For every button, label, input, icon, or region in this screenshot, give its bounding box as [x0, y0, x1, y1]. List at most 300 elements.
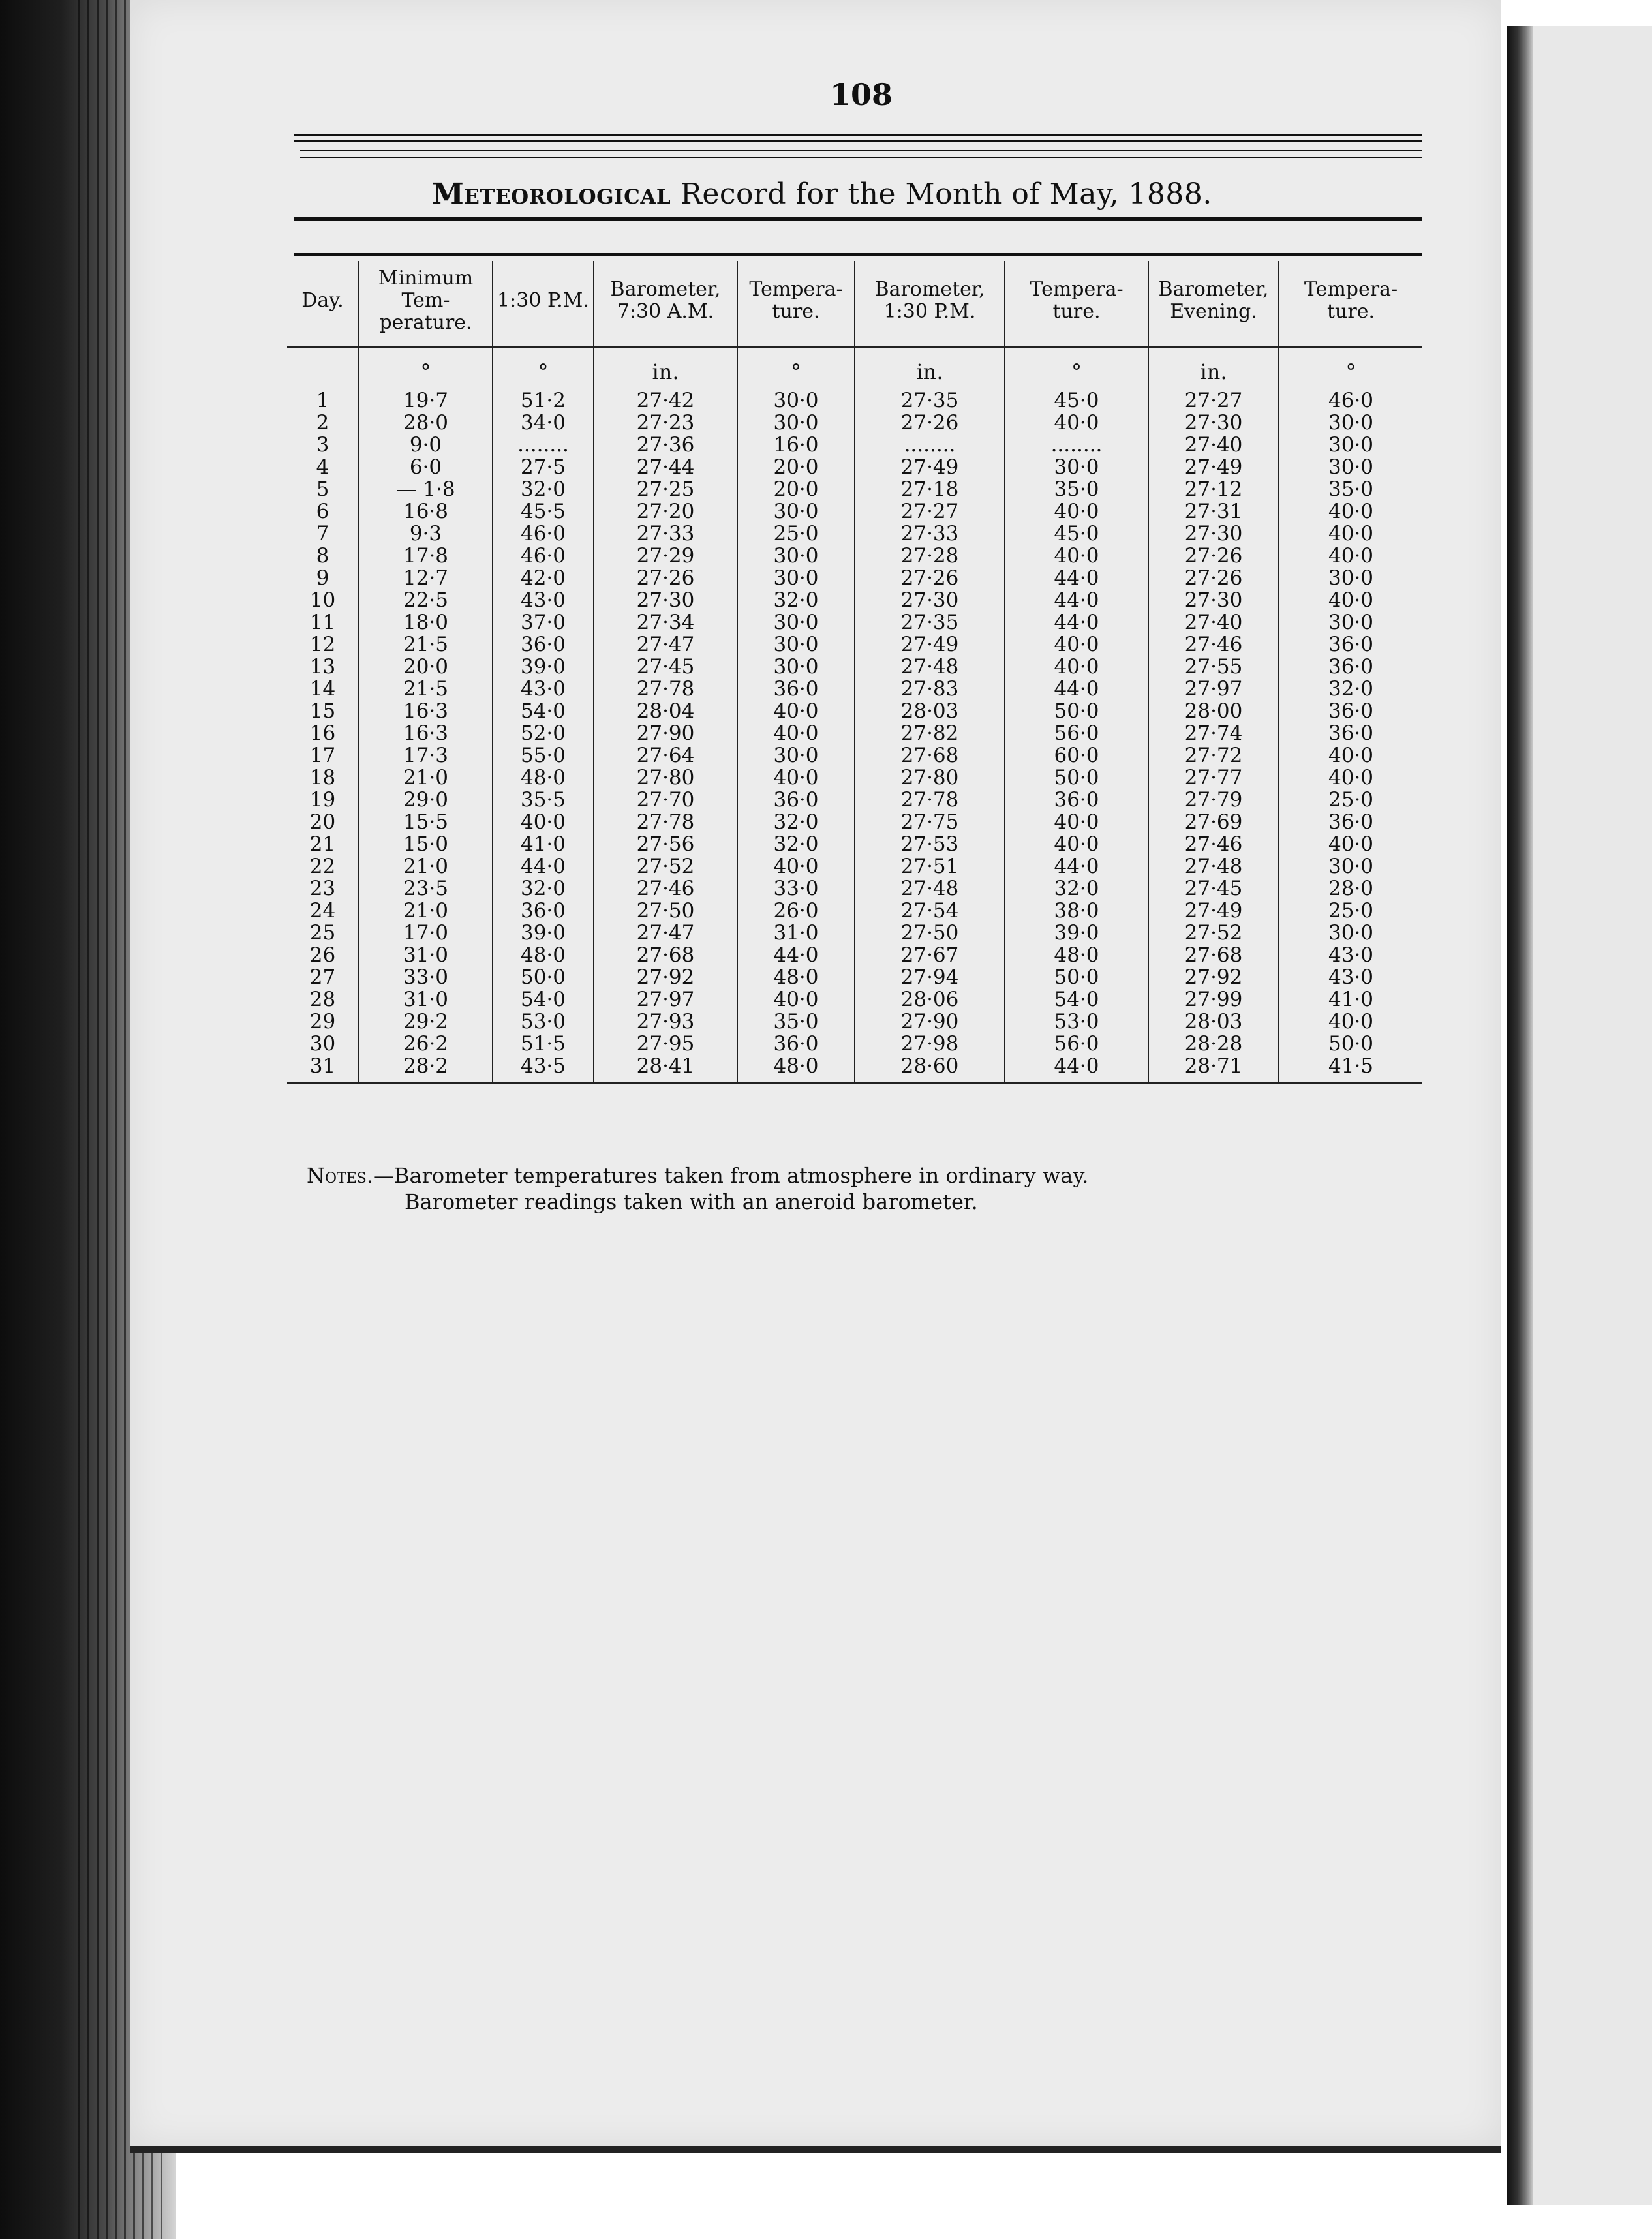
baro-evening-cell: 27·30 — [1148, 589, 1279, 611]
baro-730am-cell: 27·92 — [594, 966, 737, 988]
temp-130pm-b-cell: 40·0 — [1005, 656, 1148, 678]
baro-evening-cell: 28·71 — [1148, 1055, 1279, 1083]
temp-130pm-cell: 53·0 — [493, 1011, 594, 1033]
temp-130pm-cell: 46·0 — [493, 523, 594, 545]
baro-evening-cell: 27·45 — [1148, 877, 1279, 900]
temp-130pm-cell: 48·0 — [493, 767, 594, 789]
baro-130pm-cell: 27·90 — [855, 1011, 1005, 1033]
min-temp-cell: 29·0 — [359, 789, 493, 811]
temp-130pm-cell: 48·0 — [493, 944, 594, 966]
baro-evening-cell: 28·00 — [1148, 700, 1279, 722]
temp-730am-cell: 30·0 — [737, 611, 855, 633]
table-row — [287, 1011, 1422, 1033]
temp-evening-cell: 32·0 — [1328, 677, 1374, 701]
temp-130pm-cell: 40·0 — [493, 811, 594, 833]
top-rule-4 — [300, 157, 1422, 158]
day-cell: 21 — [287, 833, 359, 855]
baro-evening-cell: 27·97 — [1148, 678, 1279, 700]
title-lead: Meteorological — [432, 177, 671, 211]
baro-130pm-cell: 27·49 — [855, 633, 1005, 656]
temp-130pm-b-cell: 40·0 — [1005, 500, 1148, 523]
baro-evening-cell: 27·52 — [1148, 922, 1279, 944]
min-temp-cell: — 1·8 — [359, 478, 493, 500]
baro-730am-cell: 27·33 — [594, 523, 737, 545]
temp-730am-cell: 40·0 — [737, 700, 855, 722]
baro-730am-cell: 27·47 — [594, 633, 737, 656]
baro-evening-cell: 28·28 — [1148, 1033, 1279, 1055]
temp-730am-cell: 31·0 — [737, 922, 855, 944]
baro-730am-cell: 27·78 — [594, 678, 737, 700]
table-row — [287, 1055, 1422, 1083]
unit-cell: ° — [1005, 347, 1148, 390]
baro-730am-cell: 27·45 — [594, 656, 737, 678]
temp-evening-cell: 30·0 — [1328, 566, 1374, 590]
baro-130pm-cell: 27·51 — [855, 855, 1005, 877]
min-temp-cell: 15·0 — [359, 833, 493, 855]
baro-evening-cell: 28·03 — [1148, 1011, 1279, 1033]
table-row — [287, 678, 1422, 700]
temp-evening-cell: 40·0 — [1328, 522, 1374, 545]
min-temp-cell: 18·0 — [359, 611, 493, 633]
temp-evening-cell: 40·0 — [1328, 744, 1374, 767]
temp-130pm-cell: 52·0 — [493, 722, 594, 744]
page-title — [300, 177, 1344, 211]
temp-130pm-cell: 37·0 — [493, 611, 594, 633]
baro-730am-cell: 27·29 — [594, 545, 737, 567]
day-cell: 25 — [287, 922, 359, 944]
unit-cell: in. — [1148, 347, 1279, 390]
baro-evening-cell: 27·30 — [1148, 412, 1279, 434]
temp-130pm-b-cell: 30·0 — [1005, 456, 1148, 478]
min-temp-cell: 16·3 — [359, 722, 493, 744]
temp-evening-cell: 36·0 — [1328, 722, 1374, 745]
temp-130pm-cell: 43·5 — [493, 1055, 594, 1083]
temp-evening-cell: 40·0 — [1328, 766, 1374, 789]
temp-130pm-cell: 51·2 — [493, 389, 594, 412]
temp-730am-cell: 30·0 — [737, 389, 855, 412]
table-row — [287, 811, 1422, 833]
baro-130pm-cell: 27·28 — [855, 545, 1005, 567]
temp-evening-cell: 36·0 — [1328, 655, 1374, 678]
header-temperature-130pm: Tempera- ture. — [1005, 261, 1148, 347]
notes-line-2: Barometer readings taken with an aneroid barometer. — [405, 1189, 978, 1214]
table-row — [287, 478, 1422, 500]
min-temp-cell: 20·0 — [359, 656, 493, 678]
temp-130pm-b-cell: 38·0 — [1005, 900, 1148, 922]
baro-730am-cell: 27·50 — [594, 900, 737, 922]
baro-130pm-cell: 27·49 — [855, 456, 1005, 478]
temp-130pm-b-cell: 50·0 — [1005, 767, 1148, 789]
baro-730am-cell: 27·64 — [594, 744, 737, 767]
baro-730am-cell: 27·70 — [594, 789, 737, 811]
temp-730am-cell: 32·0 — [737, 811, 855, 833]
temp-130pm-cell: 55·0 — [493, 744, 594, 767]
table-row — [287, 389, 1422, 412]
baro-evening-cell: 27·68 — [1148, 944, 1279, 966]
temp-130pm-cell: 43·0 — [493, 678, 594, 700]
baro-130pm-cell: 27·27 — [855, 500, 1005, 523]
baro-evening-cell: 27·12 — [1148, 478, 1279, 500]
baro-730am-cell: 27·52 — [594, 855, 737, 877]
day-cell: 24 — [287, 900, 359, 922]
temp-evening-cell: 30·0 — [1328, 921, 1374, 945]
top-rule-1 — [294, 134, 1422, 136]
day-cell: 23 — [287, 877, 359, 900]
day-cell: 8 — [287, 545, 359, 567]
temp-730am-cell: 32·0 — [737, 833, 855, 855]
table-row — [287, 456, 1422, 478]
top-rule-3 — [300, 150, 1422, 151]
baro-130pm-cell: 27·67 — [855, 944, 1005, 966]
day-cell: 11 — [287, 611, 359, 633]
temp-130pm-b-cell: 54·0 — [1005, 988, 1148, 1011]
table-row — [287, 988, 1422, 1011]
notes-text-1: —Barometer temperatures taken from atmosphere in ordinary way. — [373, 1163, 1089, 1188]
header-130pm: 1:30 P.M. — [493, 261, 594, 347]
day-cell: 26 — [287, 944, 359, 966]
day-cell: 20 — [287, 811, 359, 833]
day-cell: 13 — [287, 656, 359, 678]
table-row — [287, 944, 1422, 966]
temp-130pm-b-cell: ........ — [1005, 434, 1148, 456]
temp-730am-cell: 32·0 — [737, 589, 855, 611]
facing-page — [1533, 26, 1652, 2205]
units-row — [287, 347, 1422, 390]
table-row — [287, 500, 1422, 523]
min-temp-cell: 29·2 — [359, 1011, 493, 1033]
temp-130pm-cell: 44·0 — [493, 855, 594, 877]
baro-130pm-cell: 27·80 — [855, 767, 1005, 789]
day-cell: 1 — [287, 389, 359, 412]
temp-130pm-b-cell: 44·0 — [1005, 589, 1148, 611]
table-row — [287, 523, 1422, 545]
temp-evening-cell: 36·0 — [1328, 810, 1374, 834]
min-temp-cell: 21·0 — [359, 900, 493, 922]
temp-evening-cell: 25·0 — [1328, 899, 1374, 922]
unit-cell: ° — [737, 347, 855, 390]
header-row — [287, 261, 1422, 347]
baro-130pm-cell: 27·26 — [855, 412, 1005, 434]
table-row — [287, 611, 1422, 633]
min-temp-cell: 23·5 — [359, 877, 493, 900]
baro-130pm-cell: 27·33 — [855, 523, 1005, 545]
temp-evening-cell: 36·0 — [1328, 699, 1374, 723]
baro-730am-cell: 27·23 — [594, 412, 737, 434]
baro-730am-cell: 27·56 — [594, 833, 737, 855]
baro-evening-cell: 27·49 — [1148, 900, 1279, 922]
baro-evening-cell: 27·46 — [1148, 833, 1279, 855]
baro-130pm-cell: 28·60 — [855, 1055, 1005, 1083]
baro-evening-cell: 27·77 — [1148, 767, 1279, 789]
baro-730am-cell: 27·80 — [594, 767, 737, 789]
day-cell: 9 — [287, 567, 359, 589]
temp-730am-cell: 33·0 — [737, 877, 855, 900]
day-cell: 5 — [287, 478, 359, 500]
page-number: 108 — [829, 77, 893, 112]
baro-evening-cell: 27·30 — [1148, 523, 1279, 545]
temp-130pm-b-cell: 44·0 — [1005, 567, 1148, 589]
baro-evening-cell: 27·55 — [1148, 656, 1279, 678]
min-temp-cell: 31·0 — [359, 944, 493, 966]
temp-evening-cell: 40·0 — [1328, 832, 1374, 856]
temp-130pm-b-cell: 60·0 — [1005, 744, 1148, 767]
temp-130pm-cell: 54·0 — [493, 988, 594, 1011]
min-temp-cell: 17·8 — [359, 545, 493, 567]
min-temp-cell: 17·0 — [359, 922, 493, 944]
min-temp-cell: 21·0 — [359, 767, 493, 789]
temp-730am-cell: 25·0 — [737, 523, 855, 545]
temp-730am-cell: 36·0 — [737, 1033, 855, 1055]
temp-130pm-cell: 39·0 — [493, 922, 594, 944]
temp-130pm-b-cell: 44·0 — [1005, 611, 1148, 633]
table-row — [287, 767, 1422, 789]
baro-130pm-cell: 28·06 — [855, 988, 1005, 1011]
temp-evening-cell: 41·5 — [1279, 1055, 1422, 1083]
temp-130pm-b-cell: 45·0 — [1005, 523, 1148, 545]
temp-130pm-cell: 51·5 — [493, 1033, 594, 1055]
temp-130pm-b-cell: 40·0 — [1005, 811, 1148, 833]
baro-evening-cell: 27·40 — [1148, 611, 1279, 633]
temp-evening-cell: 28·0 — [1328, 877, 1374, 900]
baro-130pm-cell: 27·94 — [855, 966, 1005, 988]
min-temp-cell: 22·5 — [359, 589, 493, 611]
baro-730am-cell: 27·90 — [594, 722, 737, 744]
min-temp-cell: 21·0 — [359, 855, 493, 877]
top-rule-2 — [294, 140, 1422, 142]
temp-130pm-b-cell: 56·0 — [1005, 1033, 1148, 1055]
min-temp-cell: 16·8 — [359, 500, 493, 523]
temp-130pm-cell: 45·5 — [493, 500, 594, 523]
baro-evening-cell: 27·72 — [1148, 744, 1279, 767]
baro-evening-cell: 27·27 — [1148, 389, 1279, 412]
baro-evening-cell: 27·46 — [1148, 633, 1279, 656]
baro-evening-cell: 27·69 — [1148, 811, 1279, 833]
baro-evening-cell: 27·99 — [1148, 988, 1279, 1011]
temp-130pm-cell: 54·0 — [493, 700, 594, 722]
temp-730am-cell: 30·0 — [737, 412, 855, 434]
min-temp-cell: 15·5 — [359, 811, 493, 833]
min-temp-cell: 16·3 — [359, 700, 493, 722]
day-cell: 29 — [287, 1011, 359, 1033]
temp-130pm-cell: 43·0 — [493, 589, 594, 611]
min-temp-cell: 33·0 — [359, 966, 493, 988]
unit-cell: in. — [855, 347, 1005, 390]
min-temp-cell: 9·0 — [359, 434, 493, 456]
day-cell: 18 — [287, 767, 359, 789]
table-body — [287, 347, 1422, 1084]
baro-730am-cell: 27·97 — [594, 988, 737, 1011]
temp-130pm-cell: 34·0 — [493, 412, 594, 434]
temp-evening-cell: 40·0 — [1328, 588, 1374, 612]
baro-730am-cell: 27·30 — [594, 589, 737, 611]
baro-130pm-cell: ........ — [855, 434, 1005, 456]
table-row — [287, 877, 1422, 900]
min-temp-cell: 21·5 — [359, 633, 493, 656]
baro-730am-cell: 27·68 — [594, 944, 737, 966]
min-temp-cell: 19·7 — [359, 389, 493, 412]
temp-evening-cell: 43·0 — [1328, 943, 1374, 967]
temp-130pm-cell: 50·0 — [493, 966, 594, 988]
temp-evening-cell: 30·0 — [1328, 855, 1374, 878]
baro-130pm-cell: 27·35 — [855, 611, 1005, 633]
temp-730am-cell: 40·0 — [737, 767, 855, 789]
temp-730am-cell: 36·0 — [737, 789, 855, 811]
temp-130pm-cell: 42·0 — [493, 567, 594, 589]
baro-730am-cell: 27·78 — [594, 811, 737, 833]
table-row — [287, 700, 1422, 722]
day-cell: 31 — [287, 1055, 359, 1083]
temp-130pm-b-cell: 35·0 — [1005, 478, 1148, 500]
temp-130pm-cell: 39·0 — [493, 656, 594, 678]
temp-130pm-cell: 36·0 — [493, 633, 594, 656]
baro-130pm-cell: 27·48 — [855, 656, 1005, 678]
temp-130pm-cell: 41·0 — [493, 833, 594, 855]
table-row — [287, 833, 1422, 855]
day-cell: 12 — [287, 633, 359, 656]
gutter-shadow — [1507, 26, 1533, 2205]
notes-line-1 — [307, 1163, 1416, 1189]
temp-130pm-cell: ........ — [493, 434, 594, 456]
table-row — [287, 900, 1422, 922]
temp-730am-cell: 30·0 — [737, 656, 855, 678]
day-cell: 14 — [287, 678, 359, 700]
temp-evening-cell: 40·0 — [1328, 544, 1374, 568]
table-row — [287, 855, 1422, 877]
baro-130pm-cell: 27·26 — [855, 567, 1005, 589]
table-row — [287, 545, 1422, 567]
temp-130pm-b-cell: 39·0 — [1005, 922, 1148, 944]
baro-evening-cell: 27·48 — [1148, 855, 1279, 877]
min-temp-cell: 28·0 — [359, 412, 493, 434]
temp-130pm-b-cell: 44·0 — [1005, 678, 1148, 700]
baro-evening-cell: 27·74 — [1148, 722, 1279, 744]
baro-730am-cell: 27·36 — [594, 434, 737, 456]
temp-evening-cell: 46·0 — [1328, 389, 1374, 412]
notes-label: Notes. — [307, 1163, 374, 1188]
day-cell: 4 — [287, 456, 359, 478]
temp-evening-cell: 30·0 — [1328, 455, 1374, 479]
temp-130pm-b-cell: 40·0 — [1005, 633, 1148, 656]
temp-130pm-b-cell: 40·0 — [1005, 833, 1148, 855]
temp-evening-cell: 36·0 — [1328, 633, 1374, 656]
baro-730am-cell: 27·44 — [594, 456, 737, 478]
day-cell: 6 — [287, 500, 359, 523]
table-row — [287, 722, 1422, 744]
temp-730am-cell: 26·0 — [737, 900, 855, 922]
table-row — [287, 922, 1422, 944]
table-row — [287, 633, 1422, 656]
unit-cell — [287, 347, 359, 390]
unit-cell: ° — [1345, 359, 1356, 384]
min-temp-cell: 26·2 — [359, 1033, 493, 1055]
unit-cell: ° — [359, 347, 493, 390]
temp-130pm-cell: 32·0 — [493, 877, 594, 900]
header-top-rule — [294, 253, 1422, 256]
temp-730am-cell: 48·0 — [737, 1055, 855, 1083]
temp-730am-cell: 36·0 — [737, 678, 855, 700]
baro-130pm-cell: 27·82 — [855, 722, 1005, 744]
baro-130pm-cell: 27·30 — [855, 589, 1005, 611]
baro-130pm-cell: 27·78 — [855, 789, 1005, 811]
baro-730am-cell: 27·93 — [594, 1011, 737, 1033]
table-row — [287, 789, 1422, 811]
temp-evening-cell: 30·0 — [1328, 411, 1374, 434]
baro-130pm-cell: 28·03 — [855, 700, 1005, 722]
temp-730am-cell: 48·0 — [737, 966, 855, 988]
day-cell: 28 — [287, 988, 359, 1011]
baro-730am-cell: 28·41 — [594, 1055, 737, 1083]
temp-130pm-b-cell: 53·0 — [1005, 1011, 1148, 1033]
temp-130pm-b-cell: 40·0 — [1005, 412, 1148, 434]
day-cell: 22 — [287, 855, 359, 877]
min-temp-cell: 9·3 — [359, 523, 493, 545]
meteorological-table — [287, 261, 1422, 1084]
header-barometer-730am: Barometer, 7:30 A.M. — [594, 261, 737, 347]
temp-730am-cell: 30·0 — [737, 744, 855, 767]
temp-730am-cell: 30·0 — [737, 567, 855, 589]
min-temp-cell: 31·0 — [359, 988, 493, 1011]
day-cell: 17 — [287, 744, 359, 767]
day-cell: 3 — [287, 434, 359, 456]
day-cell: 7 — [287, 523, 359, 545]
baro-evening-cell: 27·31 — [1148, 500, 1279, 523]
temp-730am-cell: 30·0 — [737, 545, 855, 567]
temp-130pm-b-cell: 56·0 — [1005, 722, 1148, 744]
min-temp-cell: 6·0 — [359, 456, 493, 478]
baro-evening-cell: 27·49 — [1148, 456, 1279, 478]
min-temp-cell: 21·5 — [359, 678, 493, 700]
temp-130pm-cell: 36·0 — [493, 900, 594, 922]
baro-130pm-cell: 27·53 — [855, 833, 1005, 855]
day-cell: 15 — [287, 700, 359, 722]
baro-730am-cell: 27·20 — [594, 500, 737, 523]
baro-evening-cell: 27·79 — [1148, 789, 1279, 811]
temp-evening-cell: 50·0 — [1328, 1032, 1374, 1056]
temp-130pm-b-cell: 50·0 — [1005, 700, 1148, 722]
baro-730am-cell: 27·47 — [594, 922, 737, 944]
temp-730am-cell: 35·0 — [737, 1011, 855, 1033]
baro-130pm-cell: 27·18 — [855, 478, 1005, 500]
baro-130pm-cell: 27·54 — [855, 900, 1005, 922]
title-underline — [294, 217, 1422, 221]
facing-page-edge — [1501, 0, 1652, 2239]
min-temp-cell: 17·3 — [359, 744, 493, 767]
min-temp-cell: 28·2 — [359, 1055, 493, 1083]
header-barometer-130pm: Barometer, 1:30 P.M. — [855, 261, 1005, 347]
min-temp-cell: 12·7 — [359, 567, 493, 589]
header-temperature-730am: Tempera- ture. — [737, 261, 855, 347]
temp-evening-cell: 43·0 — [1328, 966, 1374, 989]
baro-evening-cell: 27·26 — [1148, 567, 1279, 589]
table-row — [287, 434, 1422, 456]
baro-730am-cell: 27·46 — [594, 877, 737, 900]
table-row — [287, 567, 1422, 589]
day-cell: 30 — [287, 1033, 359, 1055]
table-row — [287, 656, 1422, 678]
temp-730am-cell: 20·0 — [737, 478, 855, 500]
table-row — [287, 412, 1422, 434]
title-rest: Record for the Month of May, 1888. — [680, 177, 1212, 211]
temp-130pm-cell: 35·5 — [493, 789, 594, 811]
temp-evening-cell: 40·0 — [1328, 1010, 1374, 1033]
baro-evening-cell: 27·92 — [1148, 966, 1279, 988]
header-barometer-evening: Barometer, Evening. — [1148, 261, 1279, 347]
day-cell: 27 — [287, 966, 359, 988]
temp-730am-cell: 16·0 — [737, 434, 855, 456]
temp-evening-cell: 40·0 — [1328, 500, 1374, 523]
temp-130pm-b-cell: 36·0 — [1005, 789, 1148, 811]
temp-730am-cell: 20·0 — [737, 456, 855, 478]
